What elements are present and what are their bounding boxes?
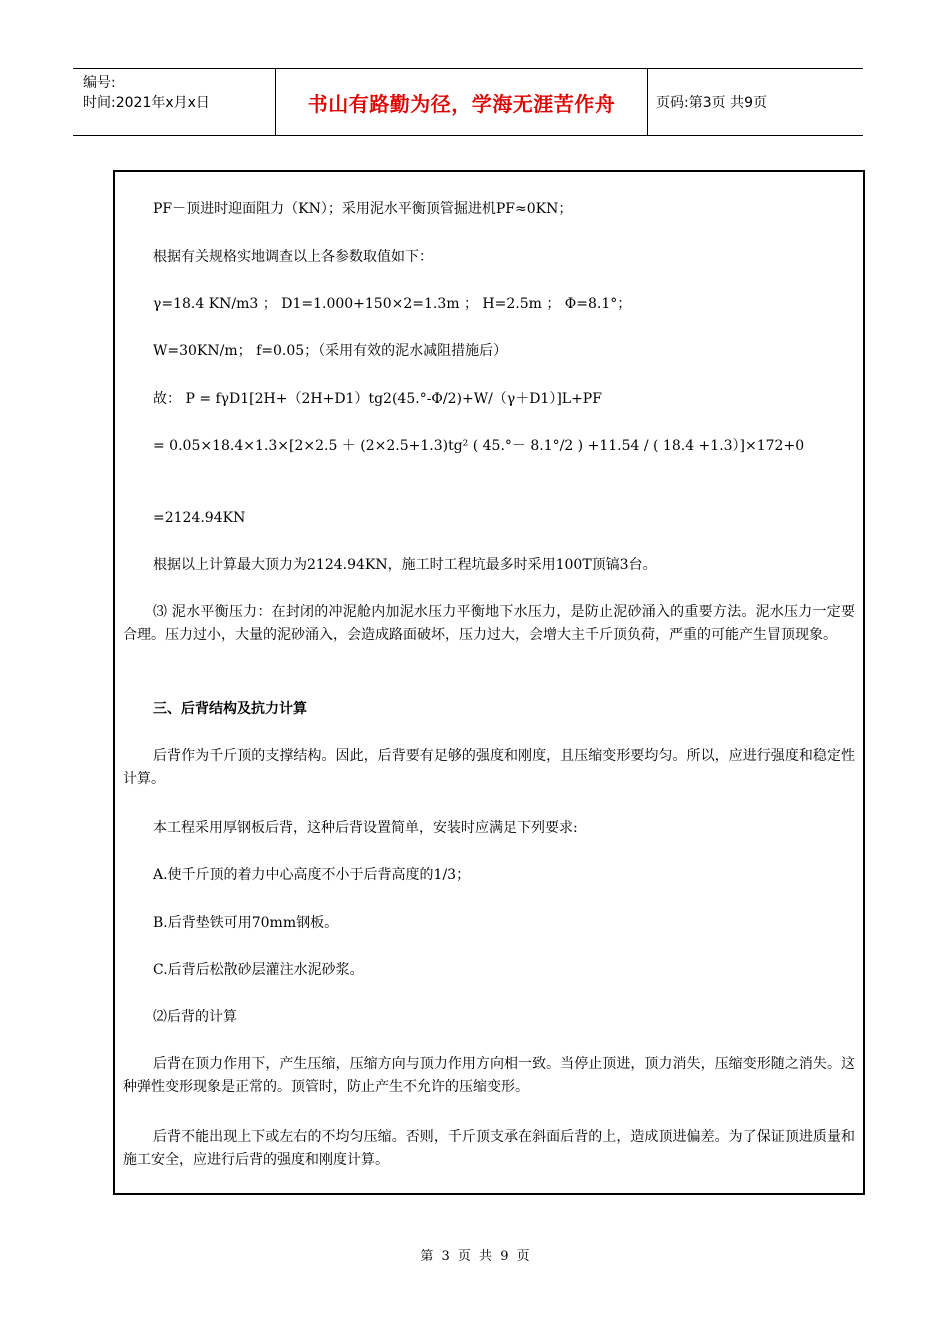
- paragraph: PF－顶进时迎面阻力（KN）；采用泥水平衡顶管掘进机PF≈0KN；: [153, 201, 573, 217]
- list-item: A.使千斤顶的着力中心高度不小于后背高度的1/3；: [153, 867, 471, 883]
- time-label: 时间:2021年x月x日: [83, 95, 210, 111]
- paragraph: 后背在顶力作用下，产生压缩，压缩方向与顶力作用方向相一致。当停止顶进，顶力消失，压缩变形随之消失。这种弹性变形现象是正常的。顶管时，防止产生不允许的压缩变形。: [123, 1056, 855, 1095]
- list-item: C.后背后松散砂层灌注水泥砂浆。: [153, 962, 364, 978]
- content-box: [113, 170, 865, 1195]
- paragraph: 后背作为千斤顶的支撑结构。因此，后背要有足够的强度和刚度，且压缩变形要均匀。所以，应进行强度和稳定性计算。: [123, 748, 855, 787]
- paragraph: 本工程采用厚钢板后背，这种后背设置简单，安装时应满足下列要求:: [153, 820, 578, 836]
- number-label: 编号:: [83, 75, 116, 91]
- formula-result: =2124.94KN: [153, 510, 246, 526]
- paragraph: ⑶ 泥水平衡压力：在封闭的冲泥舱内加泥水压力平衡地下水压力，是防止泥砂涌入的重要方法。泥水压力一定要合理。压力过小，大量的泥砂涌入，会造成路面破坏，压力过大，会增大主千斤顶负荷，严重的可能产生冒顶现象。: [123, 604, 855, 643]
- paragraph: 后背不能出现上下或左右的不均匀压缩。否则，千斤顶支承在斜面后背的上，造成顶进偏差。为了保证顶进质量和施工安全，应进行后背的强度和刚度计算。: [123, 1129, 855, 1168]
- paragraph: 根据以上计算最大顶力为2124.94KN，施工时工程坑最多时采用100T顶镐3台。: [153, 557, 657, 573]
- motto: 书山有路勤为径，学海无涯苦作舟: [275, 69, 648, 135]
- formula-substitution: = 0.05×18.4×1.3×[2×2.5 ＋ (2×2.5+1.3)tg² ( 45.°－ 8.1°/2 ) +11.54 / ( 18.4 +1.3）]×172+0: [153, 438, 805, 454]
- formula: 故： P = fγD1[2H+（2H+D1）tg2(45.°-Φ/2)+W/（γ＋D1）]L+PF: [153, 391, 602, 407]
- page-label: 页码:第3页 共9页: [656, 95, 767, 111]
- paragraph: γ=18.4 KN/m3 ； D1=1.000+150×2=1.3m ； H=2.5m ； Φ=8.1°；: [153, 296, 632, 312]
- section-heading: 三、后背结构及抗力计算: [153, 701, 307, 717]
- document-header: [73, 68, 863, 136]
- page-footer: 第 3 页 共 9 页: [420, 1249, 530, 1264]
- header-meta: [73, 69, 275, 135]
- subsection-heading: ⑵后背的计算: [153, 1009, 237, 1025]
- paragraph: W=30KN/m； f=0.05；（采用有效的泥水减阻措施后）: [153, 343, 508, 359]
- list-item: B.后背垫铁可用70mm钢板。: [153, 915, 339, 931]
- paragraph: 根据有关规格实地调查以上各参数取值如下：: [153, 249, 433, 265]
